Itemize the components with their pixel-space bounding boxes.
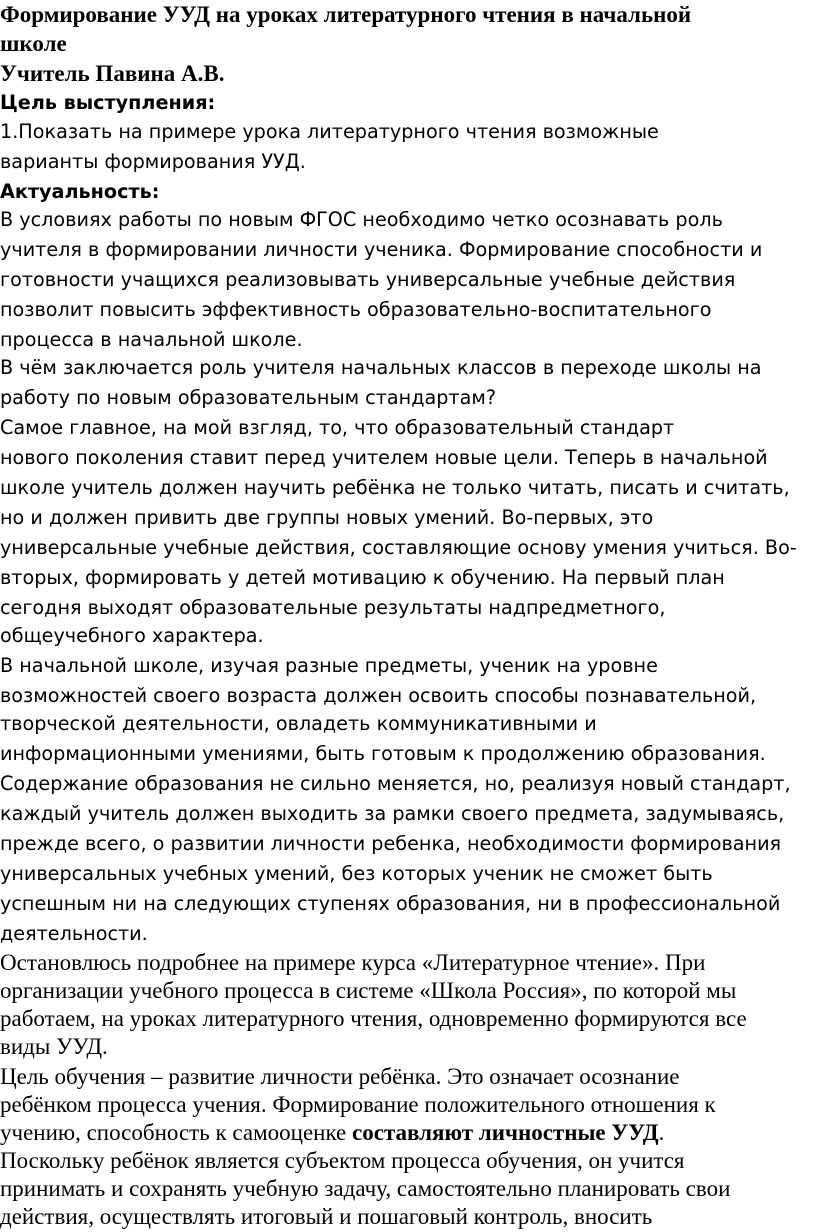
paragraph-line: ребёнком процесса учения. Формирование положительного отношения к	[0, 1092, 716, 1117]
paragraph-line: В начальной школе, изучая разные предметы, ученик на уровне	[0, 654, 658, 677]
paragraph-line: действия, осуществлять итоговый и пошаговый контроль, вносить	[0, 1204, 653, 1229]
title-line-1: Формирование УУД на уроках литературного чтения в начальной	[0, 2, 692, 27]
paragraph-line: организации учебного процесса в системе «Школа Россия», по которой мы	[0, 978, 737, 1003]
paragraph-line: Самое главное, на мой взгляд, то, что образовательный стандарт	[0, 416, 675, 439]
paragraph-line: общеучебного характера.	[0, 624, 264, 647]
relevance-heading: Актуальность:	[0, 180, 160, 203]
paragraph-line: процесса в начальной школе.	[0, 328, 303, 351]
goal-line-1: 1.Показать на примере урока литературного чтения возможные	[0, 120, 659, 143]
text-span: учению, способность к самооценке	[0, 1120, 353, 1145]
teacher-name: Учитель Павина А.В.	[0, 61, 225, 86]
paragraph-line: В условиях работы по новым ФГОС необходимо четко осознавать роль	[0, 208, 723, 231]
text-span: .	[658, 1120, 665, 1145]
paragraph-line: Остановлюсь подробнее на примере курса «Литературное чтение». При	[0, 950, 706, 975]
paragraph-line: возможностей своего возраста должен освоить способы познавательной,	[0, 684, 757, 707]
paragraph-line: школе учитель должен научить ребёнка не только читать, писать и считать,	[0, 476, 790, 499]
paragraph-line: творческой деятельности, овладеть коммуникативными и	[0, 712, 597, 735]
paragraph-line: Содержание образования не сильно меняется, но, реализуя новый стандарт,	[0, 772, 791, 795]
paragraph-line: учителя в формировании личности ученика. Формирование способности и	[0, 238, 763, 261]
paragraph-line: работаем, на уроках литературного чтения, одновременно формируются все	[0, 1006, 747, 1031]
paragraph-line: каждый учитель должен выходить за рамки своего предмета, задумываясь,	[0, 802, 785, 825]
paragraph-line: вторых, формировать у детей мотивацию к обучению. На первый план	[0, 566, 725, 589]
paragraph-line: нового поколения ставит перед учителем новые цели. Теперь в начальной	[0, 446, 768, 469]
paragraph-line: Поскольку ребёнок является субъектом процесса обучения, он учится	[0, 1148, 685, 1173]
paragraph-line: принимать и сохранять учебную задачу, самостоятельно планировать свои	[0, 1176, 731, 1201]
bold-emphasis: составляют личностные УУД	[352, 1120, 659, 1145]
paragraph-line: виды УУД.	[0, 1034, 108, 1059]
paragraph-line: универсальных учебных умений, без которых ученик не сможет быть	[0, 862, 713, 885]
title-line-2: школе	[0, 31, 67, 56]
paragraph-line: готовности учащихся реализовывать универсальные учебные действия	[0, 268, 736, 291]
paragraph-line: позволит повысить эффективность образовательно-воспитательного	[0, 298, 712, 321]
paragraph-line: работу по новым образовательным стандартам?	[0, 386, 497, 409]
goal-line-2: варианты формирования УУД.	[0, 150, 306, 173]
paragraph-line: но и должен привить две группы новых умений. Во-первых, это	[0, 506, 654, 529]
paragraph-line: универсальные учебные действия, составляющие основу умения учиться. Во-	[0, 536, 797, 559]
paragraph-line: деятельности.	[0, 922, 148, 945]
paragraph-line: успешным ни на следующих ступенях образования, ни в профессиональной	[0, 892, 781, 915]
paragraph-line: информационными умениями, быть готовым к продолжению образования.	[0, 742, 766, 765]
paragraph-line: Цель обучения – развитие личности ребёнка. Это означает осознание	[0, 1064, 680, 1089]
paragraph-line: прежде всего, о развитии личности ребенка, необходимости формирования	[0, 832, 782, 855]
paragraph-line-mixed	[0, 1120, 664, 1146]
paragraph-line: сегодня выходят образовательные результаты надпредметного,	[0, 596, 666, 619]
paragraph-line: В чём заключается роль учителя начальных классов в переходе школы на	[0, 356, 762, 379]
goal-heading: Цель выступления:	[0, 91, 216, 114]
